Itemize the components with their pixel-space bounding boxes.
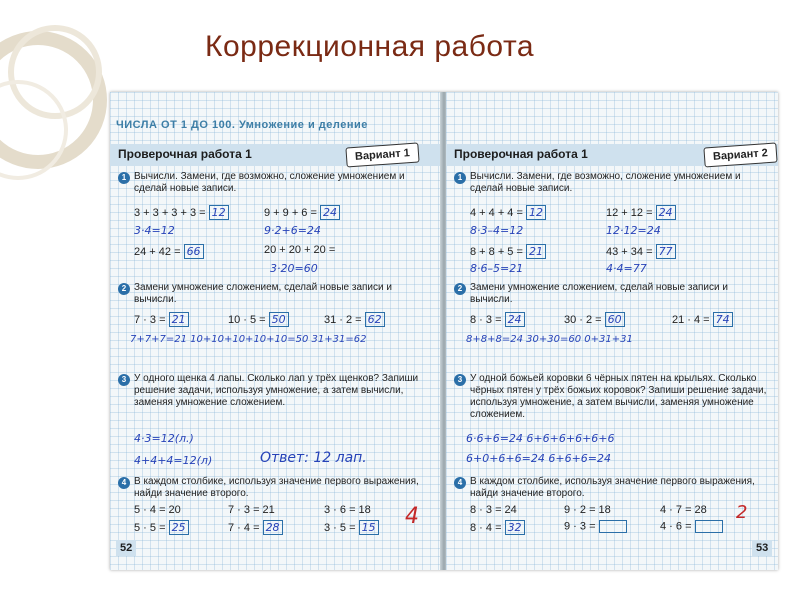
handwritten-note: 3·20=60	[270, 262, 318, 275]
handwritten-note: 4·3=12(л.)	[134, 432, 194, 445]
equation: 20 + 20 + 20 =	[264, 244, 336, 256]
handwritten-note: 12·12=24	[606, 224, 661, 237]
left-page	[110, 92, 442, 570]
page-number: 52	[116, 540, 136, 556]
equation: 43 + 34 = 77	[606, 244, 676, 259]
grade-mark: 2	[736, 502, 748, 523]
task-number: 4	[454, 477, 466, 489]
task-number: 1	[118, 172, 130, 184]
handwritten-answer: 24	[320, 205, 340, 220]
equation: 12 + 12 = 24	[606, 205, 676, 220]
equation: 30 · 2 = 60	[564, 312, 625, 327]
task-number: 3	[118, 374, 130, 386]
handwritten-note: 6·6+6=24 6+6+6+6+6+6	[466, 432, 615, 445]
task-text: У одного щенка 4 лапы. Сколько лап у трёх щенков? Запиши решение задачи, используя умножение, а затем вычисли, заменяя умножение сложением.	[134, 373, 419, 408]
task-number: 2	[118, 283, 130, 295]
handwritten-answer-note: Ответ: 12 лап.	[260, 450, 367, 466]
equation: 3 · 5 = 15	[324, 520, 379, 535]
handwritten-note: 6+0+6+6=24 6+6+6=24	[466, 452, 611, 465]
page-number: 53	[752, 540, 772, 556]
equation: 8 · 4 = 32	[470, 520, 525, 535]
equation: 3 + 3 + 3 + 3 = 12	[134, 205, 229, 220]
handwritten-note: 9·2+6=24	[264, 224, 321, 237]
equation: 7 · 3 = 21	[134, 312, 189, 327]
task-number: 2	[454, 283, 466, 295]
task-text: У одной божьей коровки 6 чёрных пятен на крыльях. Сколько чёрных пятен у трёх божьих коровок? Запиши решение задачи, используя умножение, а затем вычисли, заменяя умножение сложением.	[470, 373, 767, 420]
task-text: Вычисли. Замени, где возможно, сложение умножением и сделай новые записи.	[134, 171, 405, 194]
variant-label: Вариант 2	[703, 142, 777, 167]
task-text: Замени умножение сложением, сделай новые записи и вычисли.	[470, 282, 728, 305]
equation: 24 + 42 = 66	[134, 244, 204, 259]
handwritten-note: 4+4+4=12(л)	[134, 454, 213, 467]
handwritten-note: 8+8+8=24 30+30=60 0+31+31	[466, 334, 633, 345]
task-number: 1	[454, 172, 466, 184]
task-text: Замени умножение сложением, сделай новые записи и вычисли.	[134, 282, 392, 305]
equation: 4 · 6 =	[660, 520, 723, 533]
equation: 3 · 6 = 18	[324, 504, 371, 516]
handwritten-note: 4·4=77	[606, 262, 647, 275]
workbook-photo	[110, 92, 778, 570]
equation: 7 · 3 = 21	[228, 504, 275, 516]
handwritten-answer: 12	[209, 205, 229, 220]
equation: 7 · 4 = 28	[228, 520, 283, 535]
equation: 9 · 3 =	[564, 520, 627, 533]
equation: 9 · 2 = 18	[564, 504, 611, 516]
decorative-circles	[0, 0, 110, 600]
equation: 4 · 7 = 28	[660, 504, 707, 516]
equation: 31 · 2 = 62	[324, 312, 385, 327]
variant-label: Вариант 1	[345, 142, 419, 167]
section-title: Проверочная работа 1	[118, 147, 252, 161]
equation: 8 + 8 + 5 = 21	[470, 244, 546, 259]
grade-mark: 4	[405, 504, 419, 529]
right-page	[446, 92, 778, 570]
task-number: 4	[118, 477, 130, 489]
handwritten-answer: 66	[184, 244, 204, 259]
task-number: 3	[454, 374, 466, 386]
section-title: Проверочная работа 1	[454, 147, 588, 161]
handwritten-note: 8·3–4=12	[470, 224, 524, 237]
task-text: Вычисли. Замени, где возможно, сложение умножением и сделай новые записи.	[470, 171, 741, 194]
equation: 8 · 3 = 24	[470, 312, 525, 327]
chapter-heading: ЧИСЛА ОТ 1 ДО 100. Умножение и деление	[116, 119, 368, 131]
task-text: В каждом столбике, используя значение первого выражения, найди значение второго.	[134, 476, 419, 499]
task-text: В каждом столбике, используя значение первого выражения, найди значение второго.	[470, 476, 755, 499]
handwritten-note: 3·4=12	[134, 224, 175, 237]
equation: 21 · 4 = 74	[672, 312, 733, 327]
handwritten-note: 8·6–5=21	[470, 262, 524, 275]
slide-title: Коррекционная работа	[205, 30, 535, 63]
equation: 5 · 5 = 25	[134, 520, 189, 535]
equation: 9 + 9 + 6 = 24	[264, 205, 340, 220]
equation: 4 + 4 + 4 = 12	[470, 205, 546, 220]
equation: 5 · 4 = 20	[134, 504, 181, 516]
equation: 8 · 3 = 24	[470, 504, 517, 516]
equation: 10 · 5 = 50	[228, 312, 289, 327]
handwritten-note: 7+7+7=21 10+10+10+10+10=50 31+31=62	[130, 334, 367, 345]
